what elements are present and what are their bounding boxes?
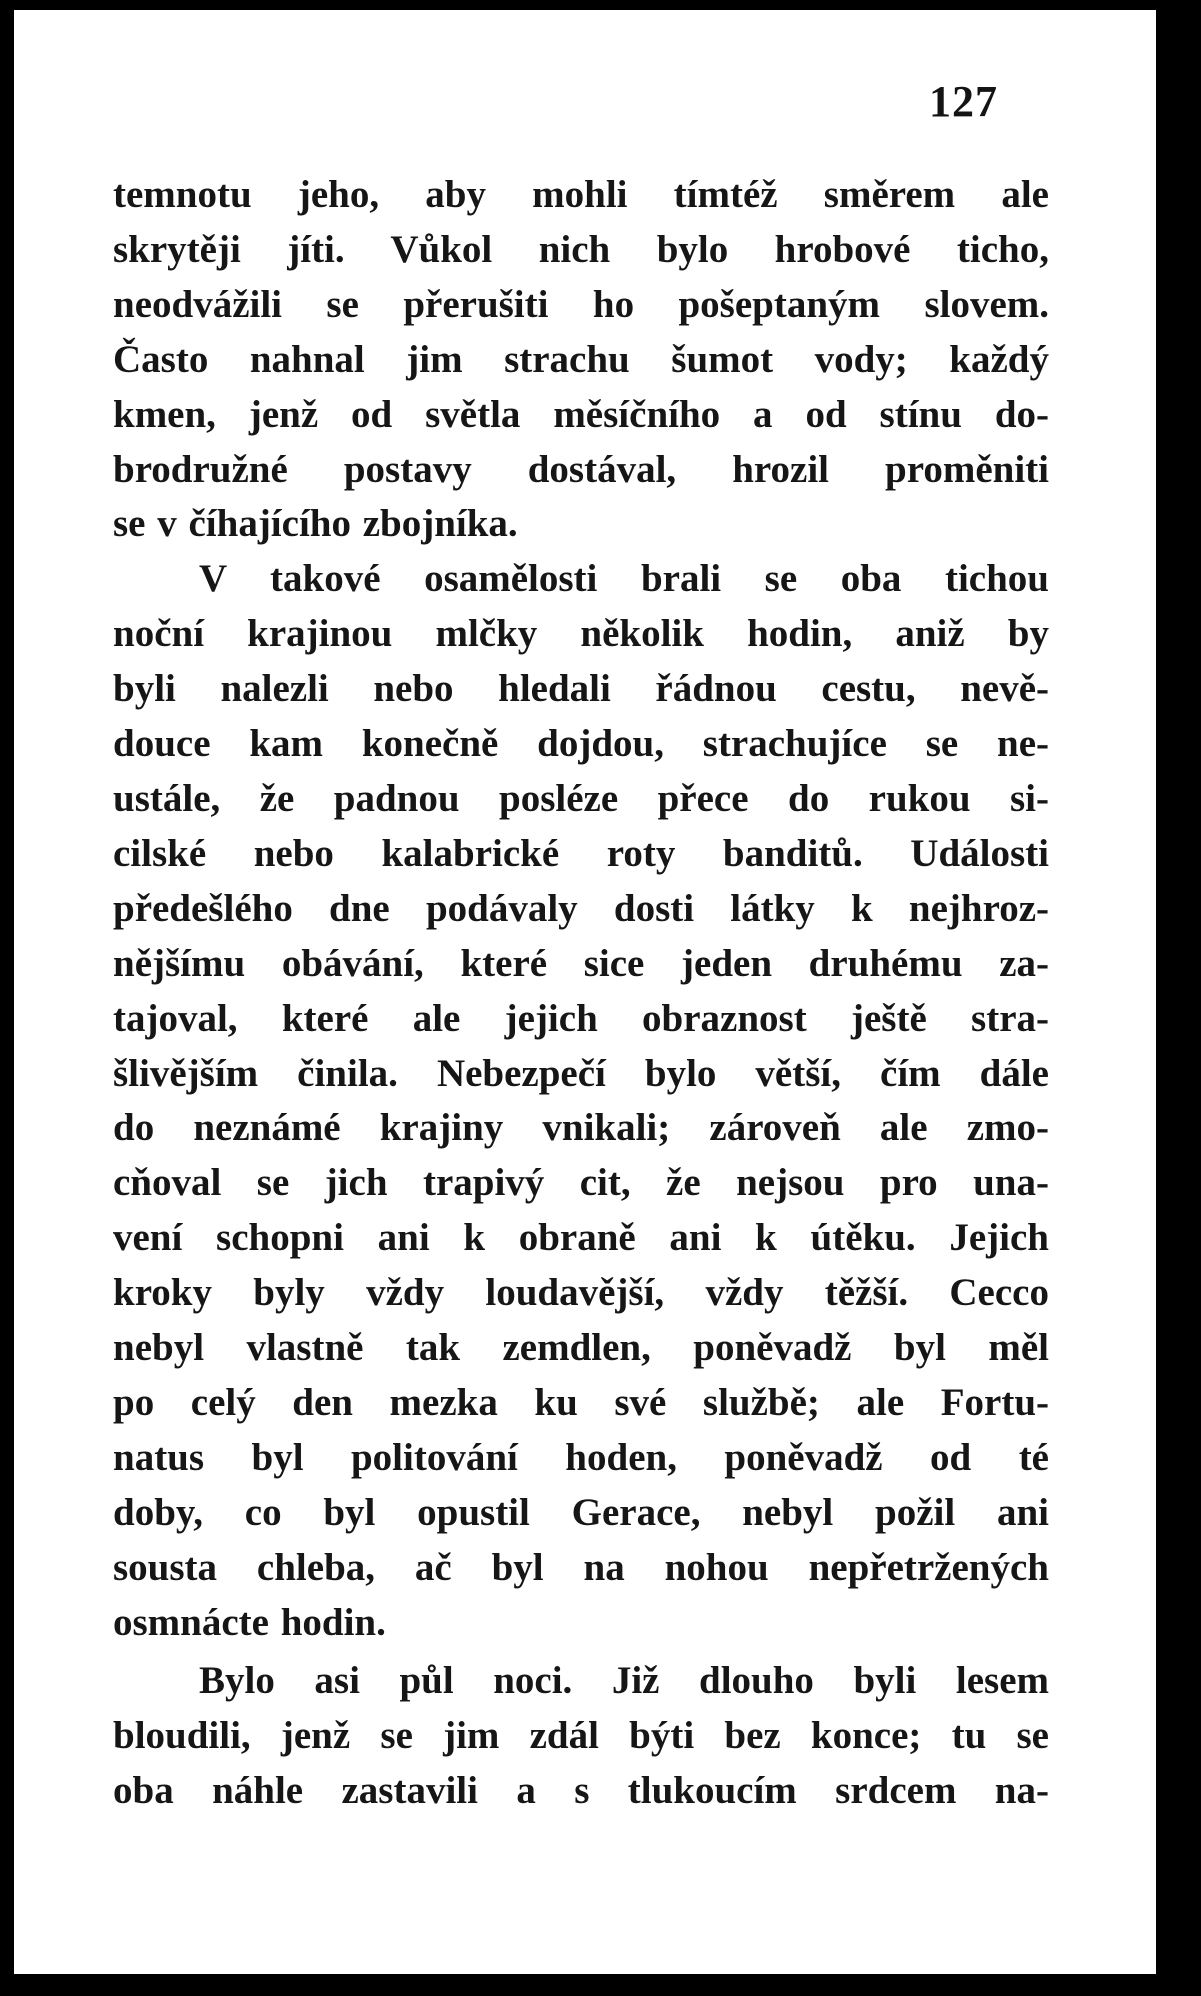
text-line: Bylo asi půl noci. Již dlouho byli lesem	[199, 1659, 1049, 1703]
text-line: kroky byly vždy loudavější, vždy těžší. Cecco	[113, 1271, 1049, 1315]
text-line: neodvážili se přerušiti ho pošeptaným slovem.	[113, 282, 1049, 326]
text-line: sousta chleba, ač byl na nohou nepřetržených	[113, 1545, 1049, 1589]
book-page	[14, 10, 1156, 1974]
text-line: byli nalezli nebo hledali řádnou cestu, nevě-	[113, 667, 1049, 711]
text-line: kmen, jenž od světla měsíčního a od stínu do-	[113, 392, 1049, 436]
paragraph-3	[113, 1654, 1049, 1819]
text-line: šlivějším činila. Nebezpečí bylo větší, čím dále	[113, 1051, 1049, 1095]
text-line: Často nahnal jim strachu šumot vody; každý	[113, 337, 1049, 381]
text-line: po celý den mezka ku své službě; ale Fortu-	[113, 1380, 1049, 1424]
text-line: nějšímu obávání, které sice jeden druhému za-	[113, 941, 1049, 985]
text-line: temnotu jeho, aby mohli tímtéž směrem ale	[113, 173, 1049, 216]
text-line: ustále, že padnou posléze přece do rukou si-	[113, 776, 1049, 820]
paragraph-2	[113, 552, 1049, 1650]
text-line: tajoval, které ale jejich obraznost ještě stra-	[113, 996, 1049, 1040]
text-line: noční krajinou mlčky několik hodin, aniž by	[113, 612, 1049, 656]
text-line: V takové osamělosti brali se oba tichou	[199, 557, 1049, 601]
text-line: skrytěji jíti. Vůkol nich bylo hrobové ticho,	[113, 227, 1049, 271]
text-line: cilské nebo kalabrické roty banditů. Události	[113, 831, 1049, 875]
text-line: oba náhle zastavili a s tlukoucím srdcem na-	[113, 1769, 1049, 1813]
text-line: natus byl politování hoden, poněvadž od té	[113, 1435, 1049, 1479]
text-line: bloudili, jenž se jim zdál býti bez konce; tu se	[113, 1714, 1049, 1758]
text-line: cňoval se jich trapivý cit, že nejsou pro una-	[113, 1161, 1049, 1205]
page-number: 127	[929, 77, 998, 126]
text-line: osmnácte hodin.	[113, 1600, 386, 1644]
text-line: douce kam konečně dojdou, strachujíce se ne-	[113, 722, 1049, 766]
text-line: vení schopni ani k obraně ani k útěku. Jejich	[113, 1216, 1049, 1260]
text-line: se v číhajícího zbojníka.	[113, 502, 518, 546]
text-line: doby, co byl opustil Gerace, nebyl požil ani	[113, 1490, 1049, 1534]
body-text	[113, 168, 1049, 1819]
text-line: do neznámé krajiny vnikali; zároveň ale zmo-	[113, 1106, 1049, 1150]
text-line: brodružné postavy dostával, hrozil proměniti	[113, 447, 1049, 491]
text-line: předešlého dne podávaly dosti látky k nejhroz-	[113, 886, 1049, 930]
text-line: nebyl vlastně tak zemdlen, poněvadž byl měl	[113, 1326, 1049, 1370]
paragraph-1	[113, 168, 1049, 552]
